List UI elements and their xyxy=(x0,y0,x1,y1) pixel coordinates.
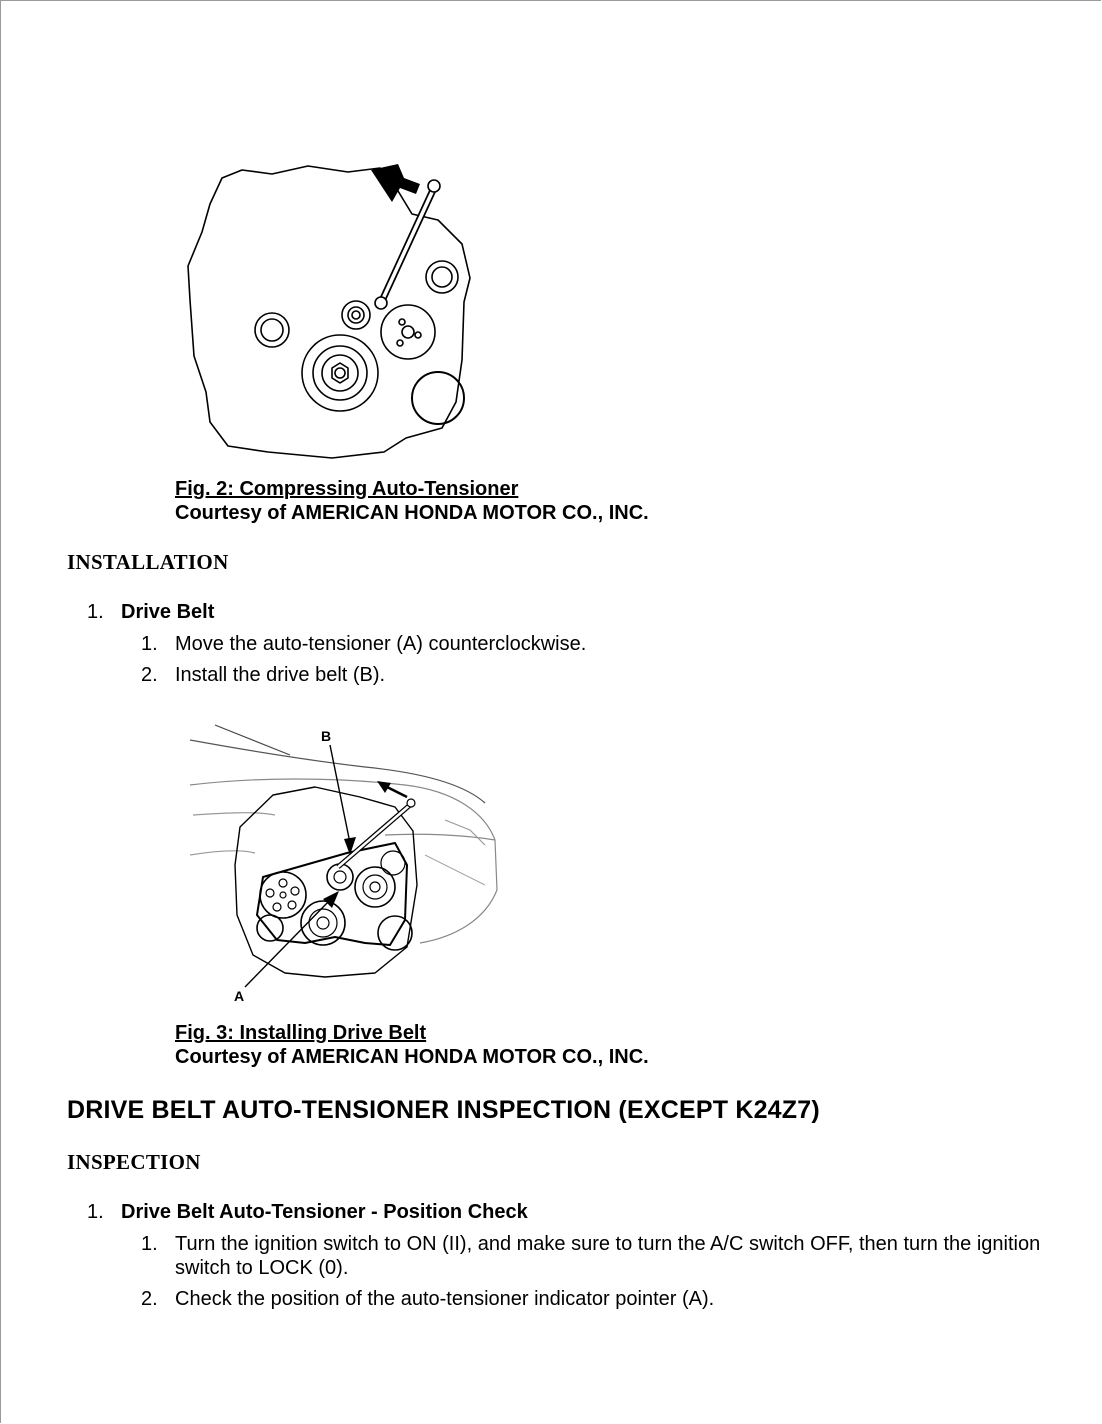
inspection-heading: INSPECTION xyxy=(67,1150,201,1174)
inspection-step-1 xyxy=(87,1201,528,1224)
fig2-illustration xyxy=(180,160,490,465)
idler-pulley xyxy=(381,851,405,875)
substep-number: 2. xyxy=(141,664,158,686)
step-number: 1. xyxy=(87,1201,104,1223)
pulley-tensioner xyxy=(381,305,435,359)
fig2-courtesy: Courtesy of AMERICAN HONDA MOTOR CO., INC. xyxy=(175,502,649,524)
fig2-title: Fig. 2: Compressing Auto-Tensioner xyxy=(175,478,519,500)
substep-text: Check the position of the auto-tensioner indicator pointer (A). xyxy=(175,1288,715,1310)
installation-step-1 xyxy=(87,601,214,624)
fig3-title: Fig. 3: Installing Drive Belt xyxy=(175,1022,427,1044)
pulley-left xyxy=(255,313,289,347)
substep-number: 1. xyxy=(141,1233,158,1255)
pulley-idler xyxy=(342,301,370,329)
substep-text: Move the auto-tensioner (A) counterclockwise. xyxy=(175,633,587,655)
step-label: Drive Belt Auto-Tensioner - Position Check xyxy=(121,1201,528,1223)
direction-arrow xyxy=(371,164,420,202)
step-number: 1. xyxy=(87,601,104,623)
installation-substep-1 xyxy=(141,632,1061,656)
substep-text: Turn the ignition switch to ON (II), and make sure to turn the A/C switch OFF, then turn the ignition switch to LOCK (0). xyxy=(175,1233,1041,1279)
inspection-substep-2 xyxy=(141,1287,1061,1311)
callout-a-label: A xyxy=(234,988,245,1004)
step-label: Drive Belt xyxy=(121,601,215,623)
fig2-caption xyxy=(175,477,649,525)
section-title: DRIVE BELT AUTO-TENSIONER INSPECTION (EXCEPT K24Z7) xyxy=(67,1096,820,1124)
ac-pulley xyxy=(355,867,395,907)
pulley-upper-right xyxy=(426,261,458,293)
substep-text: Install the drive belt (B). xyxy=(175,664,386,686)
lower-pulley xyxy=(378,916,412,950)
substep-number: 1. xyxy=(141,633,158,655)
inspection-substep-1 xyxy=(141,1232,1061,1280)
fig3-courtesy: Courtesy of AMERICAN HONDA MOTOR CO., INC. xyxy=(175,1046,649,1068)
fig3-caption xyxy=(175,1021,649,1069)
ps-pulley xyxy=(257,915,283,941)
substep-number: 2. xyxy=(141,1288,158,1310)
callout-b-label: B xyxy=(321,728,332,744)
fig3-illustration xyxy=(185,715,515,1015)
installation-substep-2 xyxy=(141,663,1061,687)
installation-heading: INSTALLATION xyxy=(67,550,229,574)
